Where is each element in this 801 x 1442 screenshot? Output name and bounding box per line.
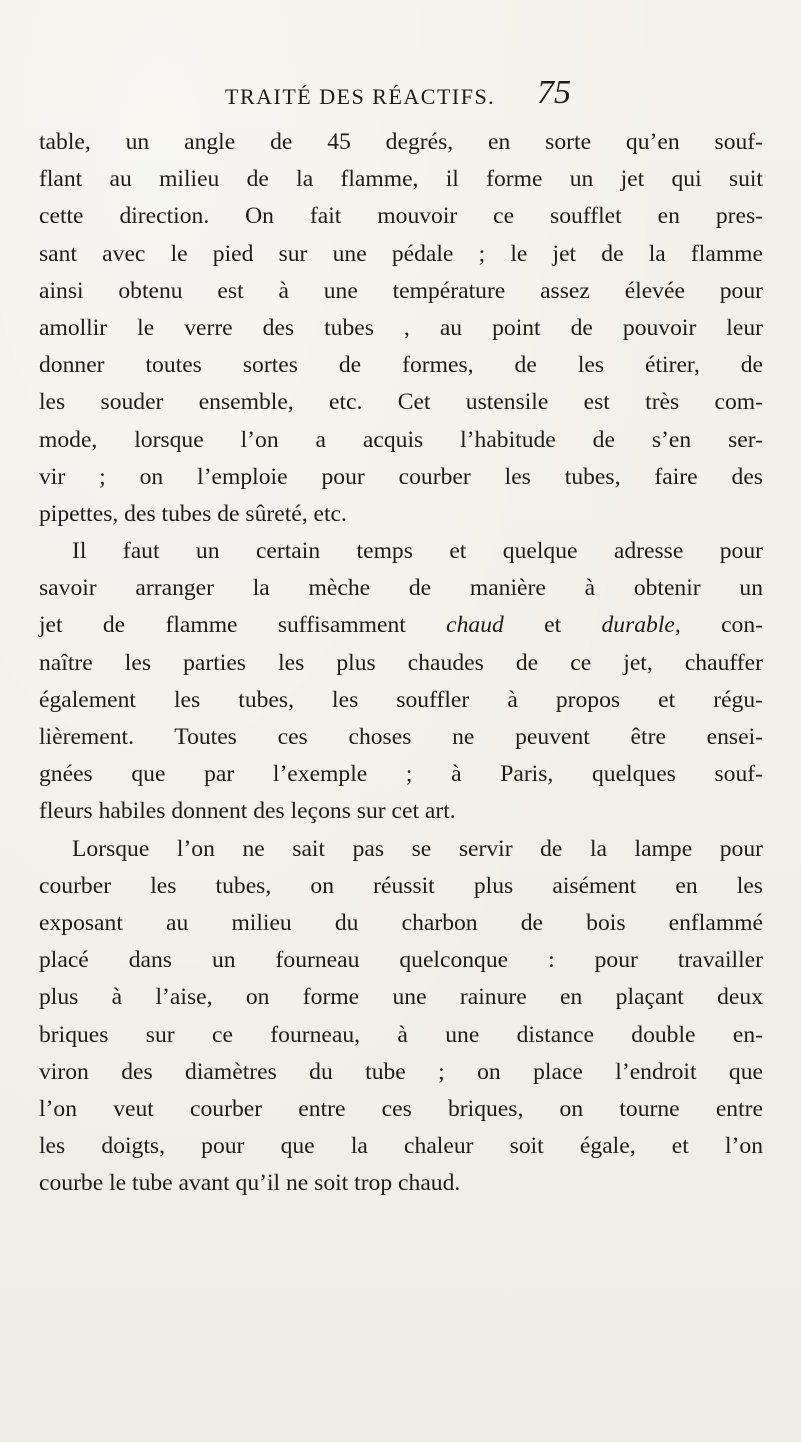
text-line: mode, lorsque l’on a acquis l’habitude de s’en ser- [39, 426, 763, 453]
text-line: briques sur ce fourneau, à une distance double en- [39, 1021, 763, 1048]
text-line: fleurs habiles donnent des leçons sur cet art. [39, 798, 456, 825]
text-line: table, un angle de 45 degrés, en sorte qu’en souf- [39, 129, 763, 155]
text-run: con- [680, 612, 764, 639]
text-run: et [503, 612, 602, 639]
text-line: également les tubes, les souffler à propos et régu- [39, 686, 763, 713]
text-line: lièrement. Toutes ces choses ne peuvent être ensei- [39, 724, 763, 750]
text-line: courber les tubes, on réussit plus aisément en les [39, 872, 763, 899]
text-line: pipettes, des tubes de sûreté, etc. [39, 500, 347, 527]
text-line-with-emphasis [39, 607, 763, 644]
text-line: ainsi obtenu est à une température assez élevée pour [39, 277, 763, 304]
text-line: exposant au milieu du charbon de bois enflammé [39, 909, 763, 936]
text-line: les doigts, pour que la chaleur soit égale, et l’on [39, 1133, 763, 1160]
text-line: Il faut un certain temps et quelque adresse pour [72, 538, 763, 565]
text-line: savoir arranger la mèche de manière à obtenir un [39, 575, 763, 602]
text-line: sant avec le pied sur une pédale ; le jet de la flamme [39, 240, 763, 267]
text-line: plus à l’aise, on forme une rainure en plaçant deux [39, 984, 763, 1011]
emphasis-durable: durable, [601, 612, 681, 639]
text-line: flant au milieu de la flamme, il forme un jet qui suit [39, 166, 763, 193]
text-line: les souder ensemble, etc. Cet ustensile est très com- [39, 389, 763, 416]
running-head [0, 74, 801, 120]
text-line: placé dans un fourneau quelconque : pour travailler [39, 947, 763, 974]
running-title: TRAITÉ DES RÉACTIFS. [225, 84, 496, 109]
body-text [39, 124, 763, 1202]
emphasis-chaud: chaud [446, 612, 504, 639]
text-line: l’on veut courber entre ces briques, on tourne entre [39, 1095, 763, 1122]
text-line: vir ; on l’emploie pour courber les tubes, faire des [39, 463, 763, 490]
text-line: gnées que par l’exemple ; à Paris, quelques souf- [39, 761, 763, 788]
text-line: amollir le verre des tubes , au point de pouvoir leur [39, 314, 763, 341]
text-line: Lorsque l’on ne sait pas se servir de la lampe pour [72, 835, 763, 862]
text-line: naître les parties les plus chaudes de ce jet, chauffer [39, 649, 763, 676]
text-line: viron des diamètres du tube ; on place l’endroit que [39, 1058, 763, 1085]
text-line: donner toutes sortes de formes, de les étirer, de [39, 352, 763, 379]
text-run: jet de flamme suffisamment [39, 612, 447, 639]
page-number: 75 [537, 74, 571, 111]
text-line: courbe le tube avant qu’il ne soit trop chaud. [39, 1170, 461, 1197]
text-line: cette direction. On fait mouvoir ce soufflet en pres- [39, 203, 763, 230]
